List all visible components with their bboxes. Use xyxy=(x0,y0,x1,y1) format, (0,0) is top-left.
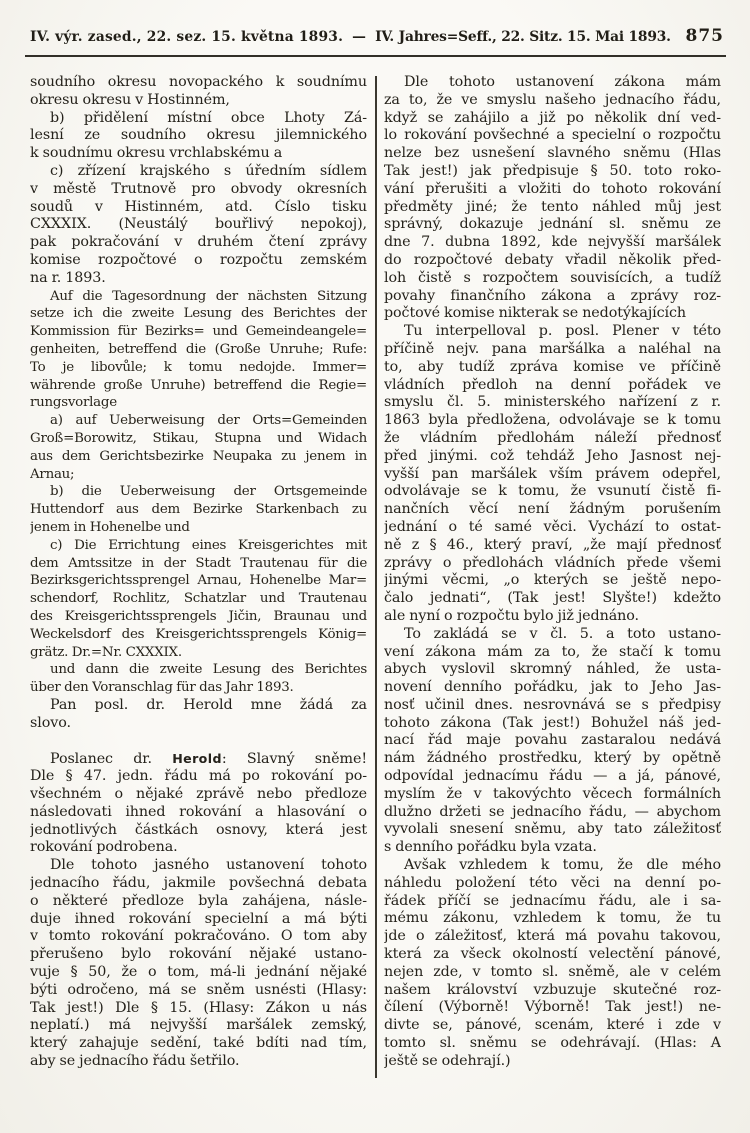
text-line: soudního okresu novopackého k soudnímu xyxy=(30,74,367,90)
text-line: b) die Ueberweisung der Ortsgemeinde xyxy=(50,484,367,500)
paragraph xyxy=(384,74,721,323)
text-line: To je libovůle; k tomu nedojde. Immer= xyxy=(30,359,367,375)
paragraph xyxy=(30,163,367,288)
paragraph xyxy=(30,483,367,536)
text-line: Tak jest!) jak předpisuje § 50. toto roko- xyxy=(384,162,721,179)
text-line: za to, že ve smyslu našeho jednacího řádu, xyxy=(384,91,721,108)
text-line: ještě se odehrají.) xyxy=(384,1052,511,1069)
text-line: 1863 byla předložena, odvolávaje se k tomu xyxy=(384,412,721,429)
text-line: správný, dokazuje jednání sl. sněmu ze xyxy=(384,216,721,233)
text-line: jednotlivých částkách osnovy, která jest xyxy=(30,821,367,838)
text-line: myslím že v takovýchto věcech formálních xyxy=(384,785,721,802)
text-line: nosť učinil dnes. nesrovnává se s předpisy xyxy=(384,696,721,713)
text-line: k soudnímu okresu vrchlabskému a xyxy=(30,145,283,162)
text-line: ale nyní o rozpočtu bylo již jednáno. xyxy=(384,607,639,624)
header-rule xyxy=(25,55,726,57)
text-line: nejen zde, v tomto sl. sněmě, ale v celém xyxy=(384,963,721,980)
text-line: náhledu položení této věci na denní po- xyxy=(384,874,721,891)
text-line: pak pokračování v druhém čtení zprávy xyxy=(30,234,367,251)
paragraph xyxy=(384,857,721,1071)
text-line: o některé předloze byla zahájena, násle- xyxy=(30,892,367,909)
text-line: předměty jiné; že tento náhled můj jest xyxy=(384,198,721,215)
text-line: Poslanec dr. Herold: Slavný sněme! xyxy=(50,751,367,768)
column-left xyxy=(30,74,367,1078)
text-line: všechném o nějaké zprávě nebo předloze xyxy=(30,786,367,803)
text-line: und dann die zweite Lesung des Berichtes xyxy=(50,662,367,678)
text-line: mému zákonu, vzhledem k tomu, že tu xyxy=(384,910,721,927)
text-line: býti odročeno, má se sněm usnésti (Hlasy: xyxy=(30,981,367,998)
text-line: neplatí.) má nejvyšší maršálek zemský, xyxy=(30,1017,367,1034)
column-divider-rule xyxy=(375,76,377,1078)
text-line: c) Die Errichtung eines Kreisgerichtes mit xyxy=(50,537,367,553)
text-line: novení denního pořádku, jak to Jeho Jas- xyxy=(384,679,721,696)
text-line: vení zákona mám za to, že stačí k tomu xyxy=(384,643,721,660)
text-line: před jinými. což tehdáž Jeho Jasnost nej- xyxy=(384,447,721,464)
text-line: aby se jednacího řádu šetřilo. xyxy=(30,1053,240,1070)
text-line: čílení (Výborně! Výborně! Tak jest!) ne- xyxy=(384,999,721,1016)
text-line: která za všeck okolností velectění pánové, xyxy=(384,946,721,963)
paragraph xyxy=(30,110,367,163)
paragraph xyxy=(30,537,367,662)
header-separator: — xyxy=(352,29,367,45)
text-line: Arnau; xyxy=(30,466,75,482)
text-line: odvolávaje se k tomu, že vsunutí čistě fi- xyxy=(384,483,721,500)
text-line: Tak jest!) Dle § 15. (Hlasy: Zákon u nás xyxy=(30,999,367,1016)
text-line: lesní ze soudního okresu jilemnického xyxy=(30,127,367,144)
paragraph xyxy=(30,74,367,110)
text-line: čalo jednati“, (Tak jest! Slyšte!) kdežto xyxy=(384,590,721,607)
text-line: ně z § 46., který praví, „že mají přednosť xyxy=(384,536,721,553)
text-line: zprávy o předlohách vládních přede všemi xyxy=(384,554,721,571)
text-line: jednání o té samé věci. Vychází to ostat- xyxy=(384,518,721,535)
text-line: über den Voranschlag für das Jahr 1893. xyxy=(30,680,294,696)
text-line: Groß=Borowitz, Stikau, Stupna und Widach xyxy=(30,430,367,446)
text-line: odpovídal jednacímu řádu — a já, pánové, xyxy=(384,768,721,785)
text-line: währende große Unruhe) betreffend die Regie= xyxy=(30,377,367,393)
paragraph xyxy=(30,661,367,697)
text-line: c) zřízení krajského s úředním sídlem xyxy=(50,162,367,179)
text-line: který zahajuje sedění, také bdíti nad tím, xyxy=(30,1035,367,1052)
page-header xyxy=(30,26,724,46)
text-line: s denního pořádku byla vzata. xyxy=(384,839,597,856)
text-line: přerušeno bylo rokování nějaké ustano- xyxy=(30,946,367,963)
text-line: divte se, pánové, scenám, které i zde v xyxy=(384,1017,721,1034)
text-line: počtové komise nikterak se nedotýkajících xyxy=(384,305,687,322)
text-line: Dle tohoto jasného ustanovení tohoto xyxy=(50,857,367,874)
text-line: smyslu čl. 5. ministerského nařízení z r. xyxy=(384,394,721,411)
text-line: soudů v Histinném, atd. Číslo tisku xyxy=(30,198,367,215)
text-line: našem království vzbuzuje skutečné roz- xyxy=(384,981,721,998)
text-line: vyšší pan maršálek vším právem odepřel, xyxy=(384,465,721,482)
text-line: jde o záležitosť, která má povahu takovou, xyxy=(384,928,721,945)
text-line: Dle tohoto ustanovení zákona mám xyxy=(404,74,721,90)
text-line: genheiten, betreffend die (Große Unruhe; Rufe: xyxy=(30,341,367,357)
text-line: Bezirksgerichtssprengel Arnau, Hohenelbe Mar= xyxy=(30,573,367,589)
text-line: a) auf Ueberweisung der Orts=Gemeinden xyxy=(50,413,367,429)
text-line: že vládním předlohám náleží přednosť xyxy=(384,429,721,446)
header-session-czech: IV. výr. zased., 22. sez. 15. května 1893. xyxy=(30,29,344,45)
text-line: grätz. Dr.=Nr. CXXXIX. xyxy=(30,644,182,660)
paragraph xyxy=(30,857,367,1071)
text-line: okresu okresu v Hostinném, xyxy=(30,91,230,108)
text-line: nací řád maje povahu zastaralou nedává xyxy=(384,732,721,749)
text-line: v tomto rokování pokračováno. O tom aby xyxy=(30,928,367,945)
text-line: slovo. xyxy=(30,714,71,731)
text-line: abych vyslovil skromný náhled, že usta- xyxy=(384,661,721,678)
text-line: dem Amtssitze in der Stadt Trautenau für die xyxy=(30,555,367,571)
text-line: vyvolali snesení sněmu, aby tato záležitosť xyxy=(384,821,721,838)
text-line: lo rokování povšechné a specielní o rozpočtu xyxy=(384,127,721,144)
text-line: rungsvorlage xyxy=(30,395,117,411)
text-line: na r. 1893. xyxy=(30,269,106,286)
text-line: CXXXIX. (Neustálý bouřlivý nepokoj), xyxy=(30,216,367,233)
header-session-german: IV. Jahres=Seff., 22. Sitz. 15. Mai 1893. xyxy=(375,29,671,45)
text-line: b) přidělení místní obce Lhoty Zá- xyxy=(50,109,367,126)
text-line: Weckelsdorf des Kreisgerichtssprengels König= xyxy=(30,626,367,642)
paragraph xyxy=(30,697,367,733)
text-line: loh čistě s rozpočtem souvisících, a tudíž xyxy=(384,269,721,286)
header-page-number: 875 xyxy=(685,26,724,46)
text-line: des Kreisgerichtssprengels Jičin, Braunau und xyxy=(30,608,367,624)
text-line: Dle § 47. jedn. řádu má po rokování po- xyxy=(30,768,367,785)
text-line: duje ihned rokování specielní a má býti xyxy=(30,910,367,927)
text-line: dne 7. dubna 1892, kde nejvyšší maršálek xyxy=(384,234,721,251)
text-line: povahy finančního zákona a zprávy roz- xyxy=(384,287,721,304)
text-line: nančních věcí není žádným porušením xyxy=(384,501,721,518)
text-columns xyxy=(30,74,721,1078)
text-line: Huttendorf aus dem Bezirke Starkenbach zu xyxy=(30,502,367,518)
text-line: příčině nejv. pana maršálka a naléhal na xyxy=(384,340,721,357)
text-line: dlužno držeti se jednacího řádu, — abychom xyxy=(384,803,721,820)
text-line: jinými věcmi, „o kterých se ještě nepo- xyxy=(384,572,721,589)
text-line: nám žádného prostředku, který by opětně xyxy=(384,750,721,767)
text-line: do rozpočtové debaty vřadil několik před- xyxy=(384,251,721,268)
text-line: Avšak vzhledem k tomu, že dle mého xyxy=(404,857,721,874)
paragraph xyxy=(30,750,367,857)
paragraph xyxy=(384,323,721,626)
text-line: rokování podrobena. xyxy=(30,839,178,856)
text-line: vuje § 50, že o tom, má-li jednání nějaké xyxy=(30,964,367,981)
text-line: To zakládá se v čl. 5. a toto ustano- xyxy=(404,625,721,642)
text-line: Auf die Tagesordnung der nächsten Sitzung xyxy=(50,288,367,304)
text-line: tomto sl. sněmu se odehrávají. (Hlas: A xyxy=(384,1035,721,1052)
paragraph xyxy=(30,412,367,483)
text-line: jednacího řádu, jakmile povšechná debata xyxy=(30,875,367,892)
paragraph-gap xyxy=(30,732,367,750)
text-line: komise rozpočtové o rozpočtu zemském xyxy=(30,251,367,268)
text-line: tohoto zákona (Tak jest!) Bohužel náš jed- xyxy=(384,714,721,731)
text-line: to, aby tudíž zpráva komise ve příčině xyxy=(384,358,721,375)
text-line: nelze bez usnešení slavného sněmu (Hlas xyxy=(384,145,721,162)
paragraph xyxy=(30,288,367,413)
column-right xyxy=(384,74,721,1078)
text-line: Pan posl. dr. Herold mne žádá za xyxy=(50,696,367,713)
text-line: setze ich die zweite Lesung des Berichtes der xyxy=(30,306,367,322)
text-line: v městě Trutnově pro obvody okresních xyxy=(30,180,367,197)
text-line: Kommission für Bezirks= und Gemeindeangele= xyxy=(30,324,367,340)
text-line: vání přerušiti a vložiti do tohoto rokování xyxy=(384,180,721,197)
text-line: když se zahájilo a již po několik dní ved- xyxy=(384,109,721,126)
text-line: schendorf, Rochlitz, Schatzlar und Trautenau xyxy=(30,591,367,607)
text-line: aus dem Gerichtsbezirke Neupaka zu jenem in xyxy=(30,448,367,464)
text-line: jenem in Hohenelbe und xyxy=(30,519,190,535)
paragraph xyxy=(384,626,721,857)
text-line: řádek příčí se jednacímu řádu, ale i sa- xyxy=(384,892,721,909)
text-line: následovati ihned rokování a hlasování o xyxy=(30,803,367,820)
text-line: Tu interpelloval p. posl. Plener v této xyxy=(404,323,721,340)
text-line: vládních předloh na denní pořádek ve xyxy=(384,376,721,393)
